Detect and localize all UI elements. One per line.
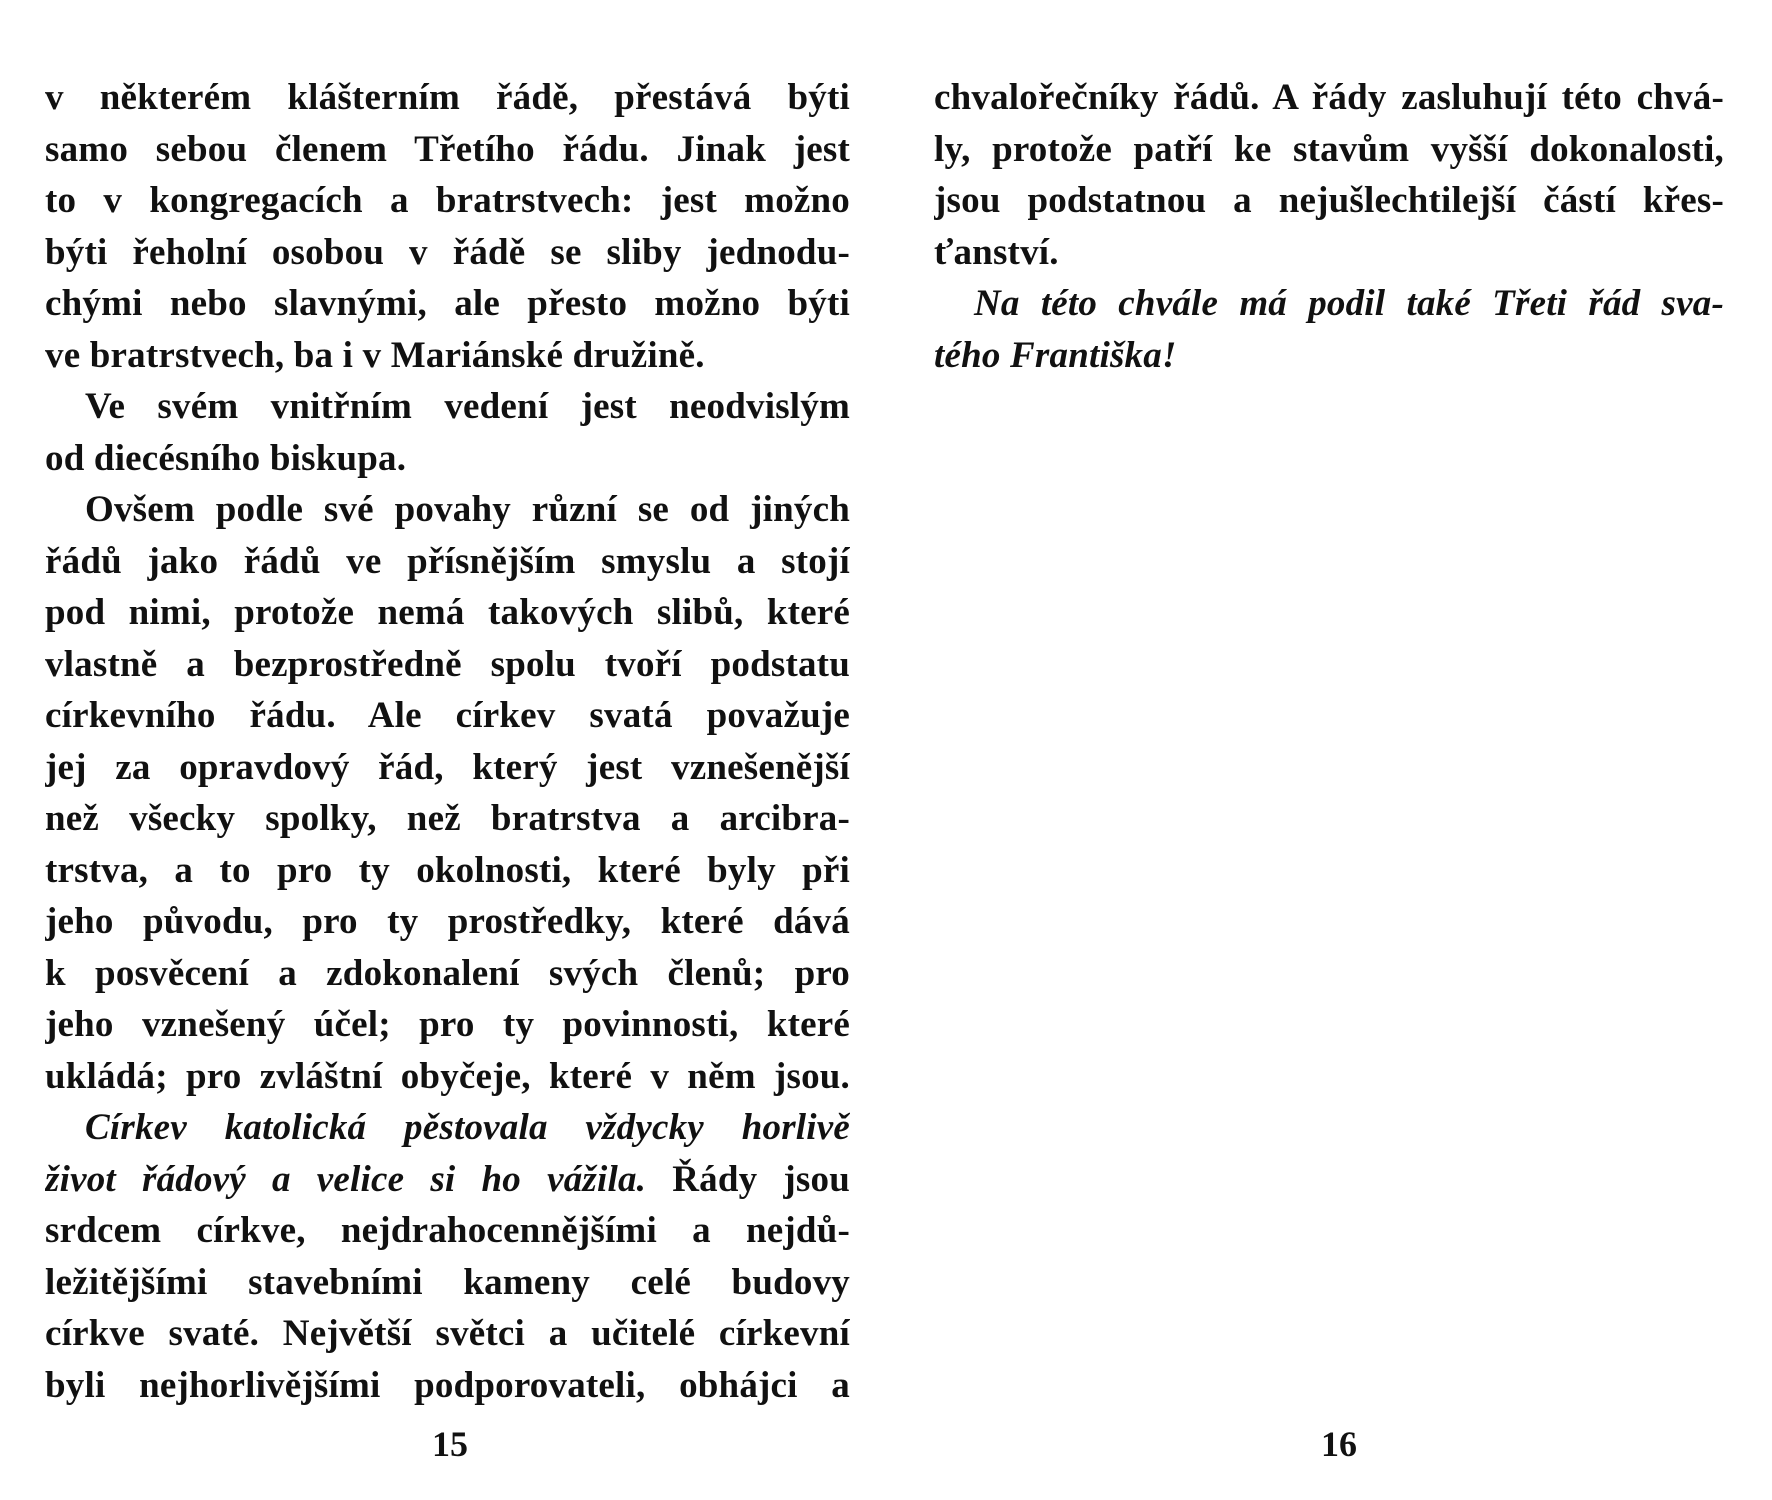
text-line: byli nejhorlivějšími podporovateli, obhájci a [45,1364,850,1406]
italic-text-line: tého Františka! [934,334,1177,376]
text-line: chvalořečníky řádů. A řády zasluhují této chvá- [934,77,1724,118]
text-line: to v kongregacích a bratrstvech: jest možno [45,180,850,221]
text-line: býti řeholní osobou v řádě se sliby jednodu- [45,231,850,273]
italic-phrase: život řádový a velice si ho vážila. [45,1158,647,1200]
text-line: církve svaté. Největší světci a učitelé církevní [45,1313,850,1354]
left-page-text [45,72,850,1411]
text-line: v některém klášterním řádě, přestává býti [45,77,850,118]
right-page [934,0,1724,1500]
text-line: od diecésního biskupa. [45,437,407,479]
text-line: samo sebou členem Třetího řádu. Jinak jest [45,128,850,170]
page-number: 15 [432,1424,468,1464]
text-line: Ovšem podle své povahy různí se od jiných [85,489,850,530]
italic-text-line: Na této chvále má podil také Třeti řád sva- [974,283,1724,324]
text-line: chými nebo slavnými, ale přesto možno býti [45,283,850,324]
text-line: jeho vznešený účel; pro ty povinnosti, které [45,1004,850,1045]
italic-text-line: Církev katolická pěstovala vždycky horlivě [85,1107,850,1148]
text-line: jej za opravdový řád, který jest vznešenější [45,746,850,788]
text-line: jeho původu, pro ty prostředky, které dává [45,901,850,942]
text-phrase: Řády jsou [672,1158,850,1200]
page-number: 16 [1321,1424,1357,1464]
right-page-text [934,72,1724,381]
text-line: ly, protože patří ke stavům vyšší dokonalosti, [934,128,1724,170]
text-line: srdcem církve, nejdrahocennějšími a nejdů- [45,1210,850,1251]
text-line: ťanství. [934,231,1059,273]
text-line: církevního řádu. Ale církev svatá považuje [45,695,850,736]
text-line: ve bratrstvech, ba i v Mariánské družině. [45,334,705,376]
text-line: k posvěcení a zdokonalení svých členů; pro [45,952,850,994]
text-line: řádů jako řádů ve přísnějším smyslu a stojí [45,540,850,582]
mixed-text-line [45,1154,850,1206]
text-line: ukládá; pro zvláštní obyčeje, které v něm jsou. [45,1055,850,1097]
text-line: než všecky spolky, než bratrstva a arcibra- [45,798,850,839]
left-page [45,0,850,1500]
text-line: vlastně a bezprostředně spolu tvoří podstatu [45,643,850,685]
text-line: trstva, a to pro ty okolnosti, které byly při [45,849,850,891]
text-line: ležitějšími stavebními kameny celé budovy [45,1261,850,1303]
text-line: pod nimi, protože nemá takových slibů, které [45,592,850,633]
text-line: jsou podstatnou a nejušlechtilejší částí křes- [934,180,1724,221]
text-line: Ve svém vnitřním vedení jest neodvislým [85,386,850,427]
